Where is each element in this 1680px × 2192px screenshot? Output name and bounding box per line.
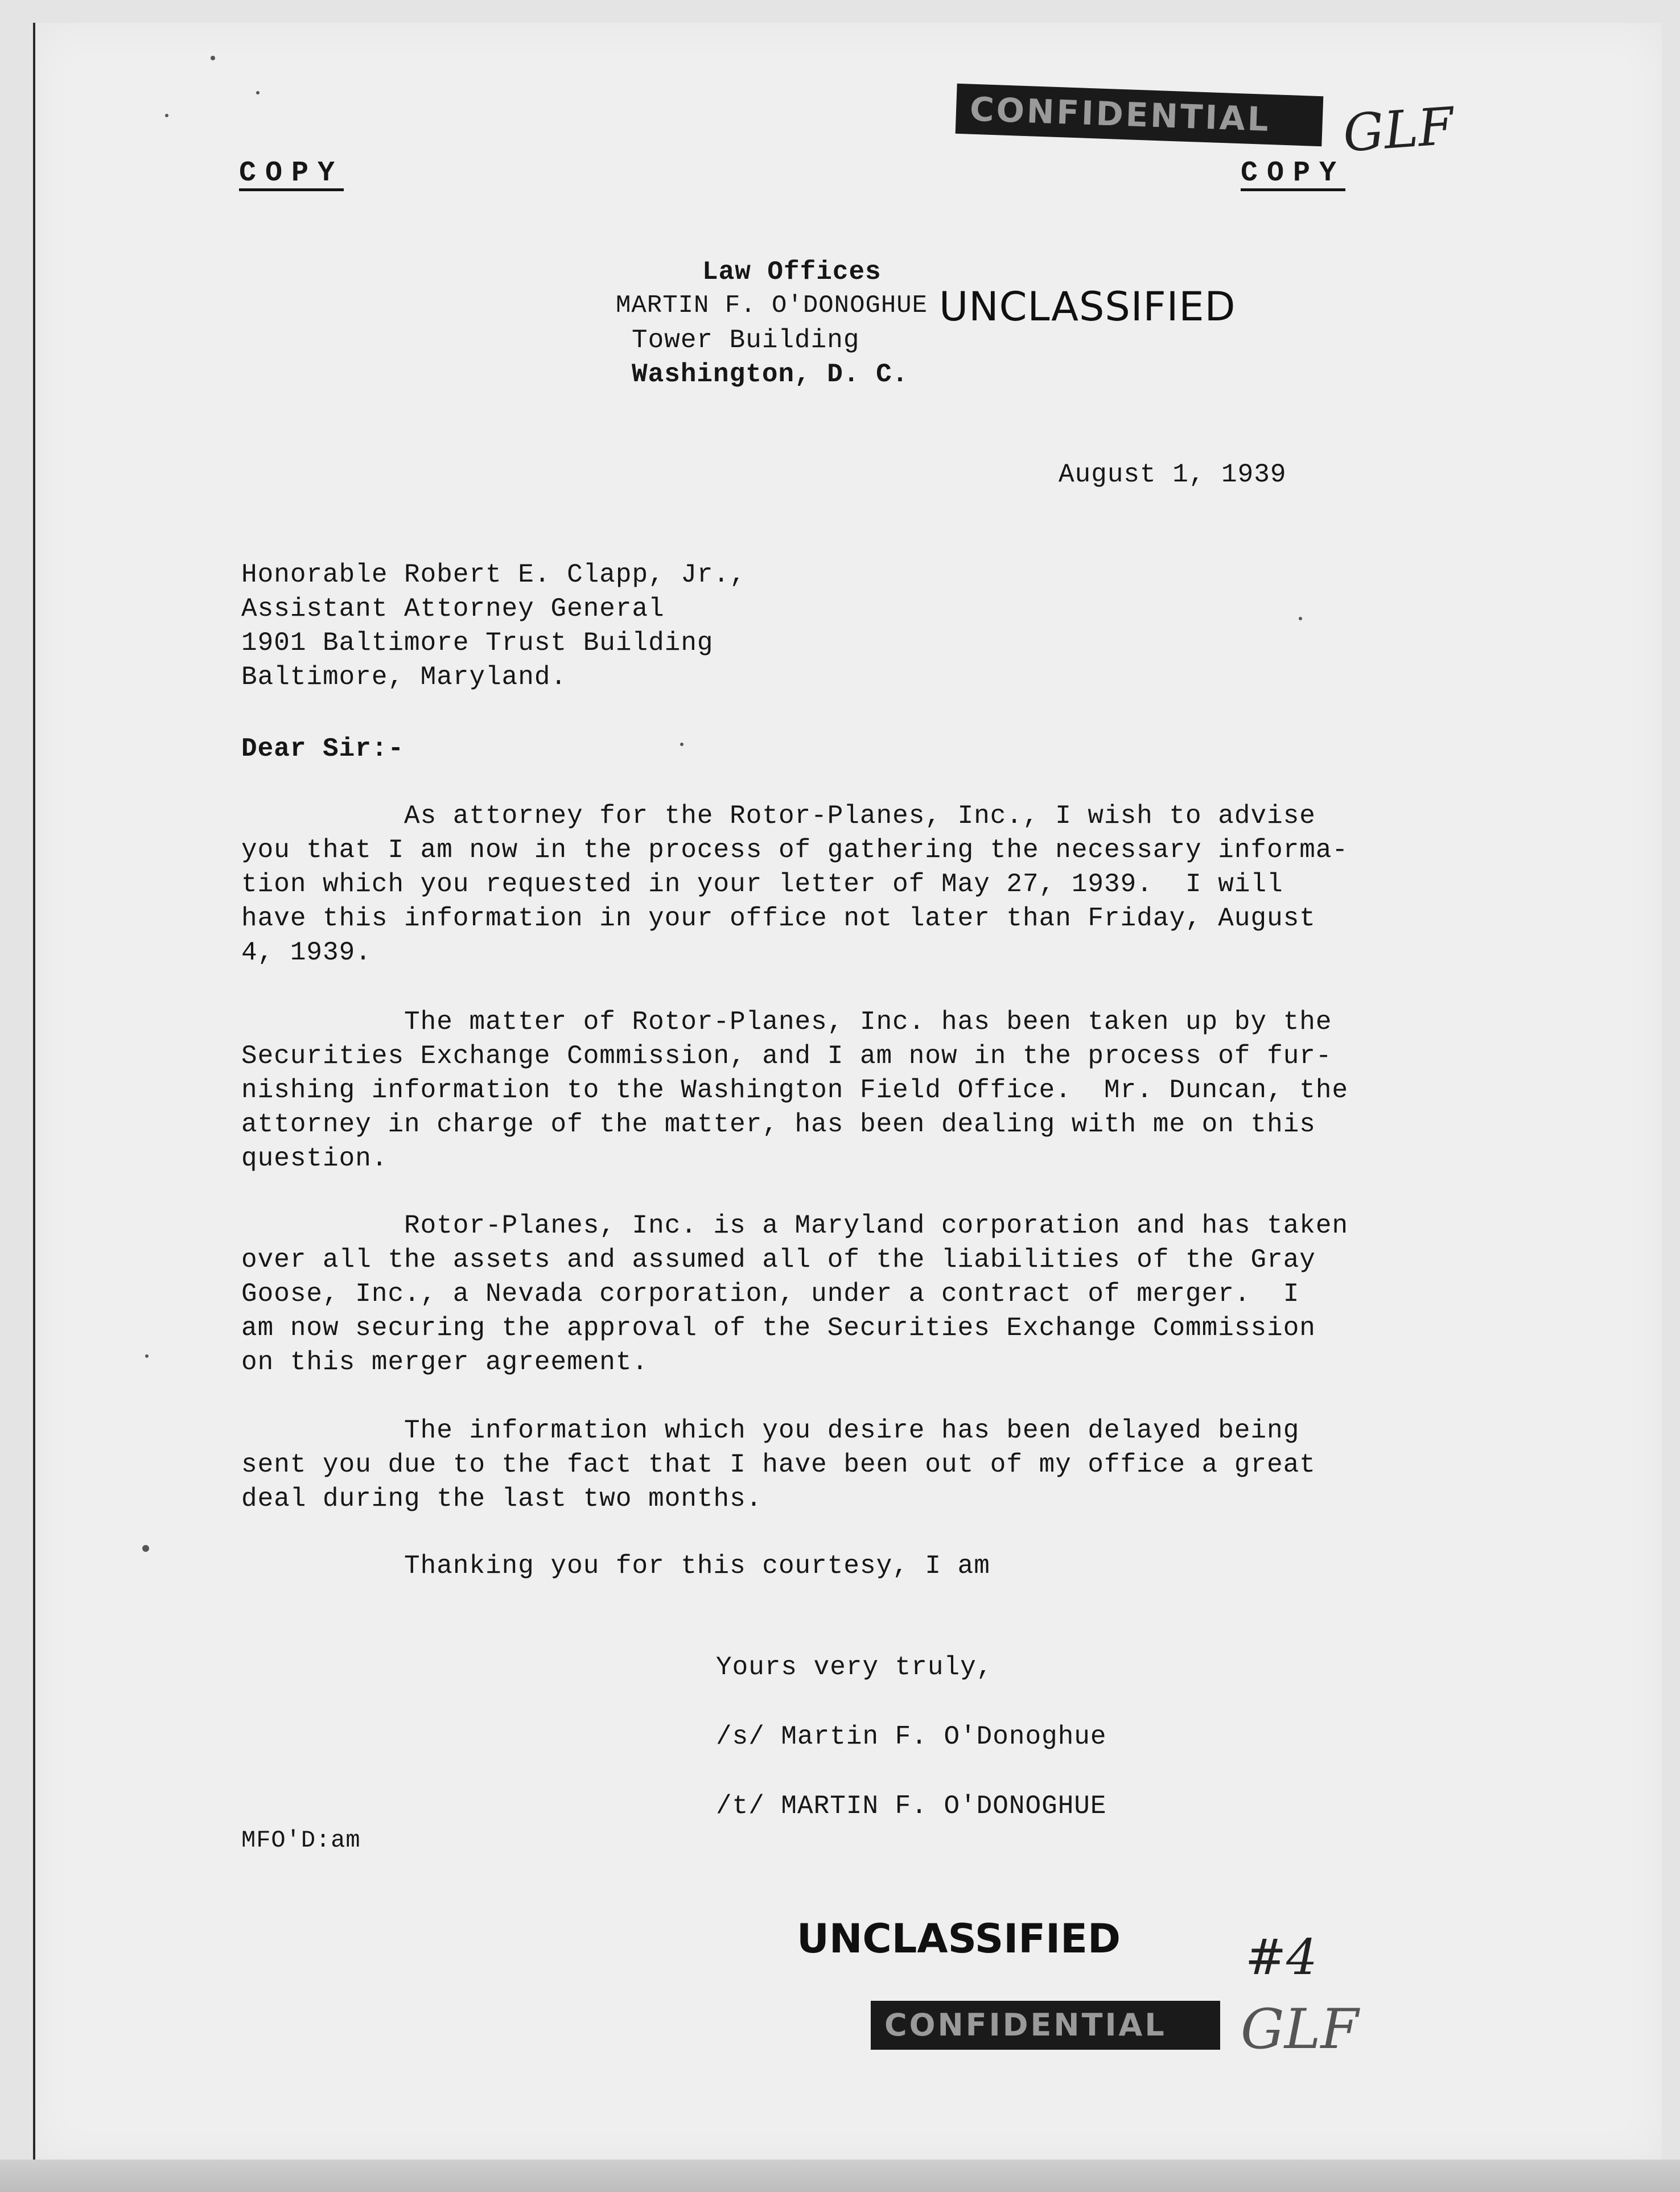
scan-speck (256, 91, 260, 94)
typed-signature-line: /t/ MARTIN F. O'DONOGHUE (716, 1791, 1107, 1821)
recipient-line-2: Assistant Attorney General (241, 594, 665, 624)
body-line: tion which you requested in your letter of May 27, 1939. I will (241, 870, 1283, 899)
body-line: deal during the last two months. (241, 1484, 763, 1514)
body-line: you that I am now in the process of gathering the necessary informa- (241, 835, 1349, 865)
scan-speck (211, 56, 215, 60)
closing: Yours very truly, (716, 1653, 993, 1682)
scan-bottom-edge (0, 2160, 1680, 2192)
scan-speck (165, 114, 168, 117)
body-line: The matter of Rotor-Planes, Inc. has been taken up by the (241, 1007, 1332, 1037)
body-line: over all the assets and assumed all of the liabilities of the Gray (241, 1245, 1316, 1275)
body-line: 4, 1939. (241, 938, 372, 967)
struck-classification-text: CONFIDENTIAL (884, 2007, 1167, 2043)
typist-initials: MFO'D:am (241, 1827, 361, 1854)
body-line: As attorney for the Rotor-Planes, Inc., I wish to advise (241, 801, 1316, 831)
handwritten-initials-top: GLF (1341, 96, 1456, 164)
body-paragraph-5 (241, 1549, 990, 1583)
body-line: nishing information to the Washington Field Office. Mr. Duncan, the (241, 1076, 1349, 1105)
body-line: The information which you desire has been delayed being (241, 1416, 1300, 1445)
body-line: sent you due to the fact that I have been out of my office a great (241, 1450, 1316, 1480)
body-line: on this merger agreement. (241, 1348, 649, 1377)
letterhead-city: Washington, D. C. (632, 360, 909, 389)
scan-speck (145, 1354, 149, 1358)
scan-speck (680, 743, 683, 746)
copy-mark-right: COPY (1241, 157, 1346, 189)
letter-date: August 1, 1939 (1059, 460, 1287, 489)
body-line: Securities Exchange Commission, and I am now in the process of fur- (241, 1041, 1332, 1071)
body-line: have this information in your office not later than Friday, August (241, 904, 1316, 933)
handwritten-number: #4 (1245, 1929, 1317, 1986)
unclassified-stamp-top: UNCLASSIFIED (939, 283, 1236, 330)
body-line: Goose, Inc., a Nevada corporation, under a contract of merger. I (241, 1279, 1300, 1309)
letterhead-law-offices: Law Offices (702, 257, 882, 287)
scan-speck (1299, 617, 1302, 620)
struck-classification-stamp-bottom (871, 2001, 1220, 2050)
body-line: attorney in charge of the matter, has been dealing with me on this (241, 1110, 1316, 1139)
recipient-line-1: Honorable Robert E. Clapp, Jr., (241, 560, 746, 590)
letterhead-building: Tower Building (632, 325, 860, 355)
body-paragraph-4 (241, 1414, 1316, 1516)
recipient-line-3: 1901 Baltimore Trust Building (241, 628, 714, 658)
body-line: am now securing the approval of the Securities Exchange Commission (241, 1313, 1316, 1343)
letterhead-name: MARTIN F. O'DONOGHUE (616, 291, 928, 320)
body-paragraph-2 (241, 1005, 1348, 1176)
body-line: question. (241, 1144, 388, 1173)
scan-speck (142, 1545, 149, 1552)
salutation: Dear Sir:- (241, 734, 405, 764)
struck-classification-text: CONFIDENTIAL (969, 89, 1271, 139)
body-paragraph-1 (241, 799, 1348, 970)
handwritten-initials-bottom: GLF (1241, 1997, 1359, 2061)
body-paragraph-3 (241, 1209, 1348, 1379)
copy-mark-left: COPY (239, 157, 344, 189)
body-line: Rotor-Planes, Inc. is a Maryland corporation and has taken (241, 1211, 1349, 1241)
unclassified-stamp-bottom: UNCLASSIFIED (797, 1915, 1121, 1962)
recipient-line-4: Baltimore, Maryland. (241, 662, 567, 692)
body-line: Thanking you for this courtesy, I am (241, 1551, 990, 1581)
signed-line: /s/ Martin F. O'Donoghue (716, 1722, 1107, 1752)
